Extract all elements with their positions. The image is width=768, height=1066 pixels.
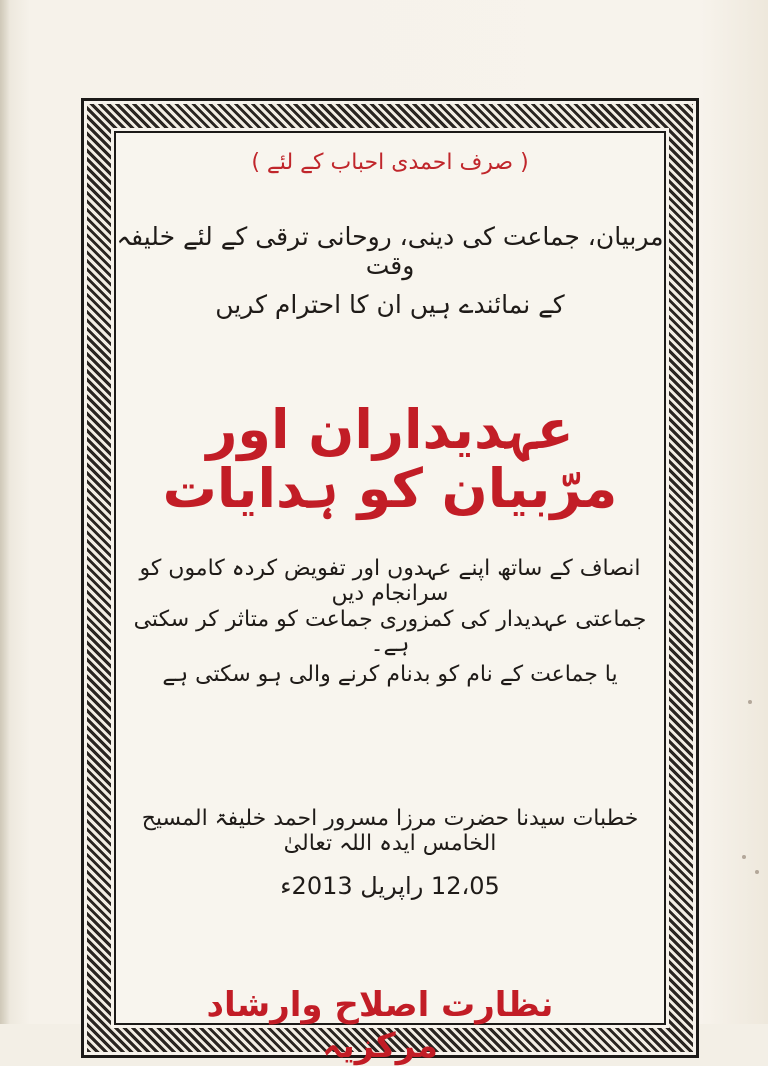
footer-date: 12،05 راپریل 2013ء xyxy=(280,872,500,900)
paper-speck xyxy=(742,855,746,859)
body-line-1: انصاف کے ساتھ اپنے عہدوں اور تفویض کردہ کاموں کو سرانجام دیں xyxy=(139,556,641,606)
intro-line-2: کے نمائندے ہیں ان کا احترام کریں xyxy=(215,290,565,319)
paper-speck xyxy=(748,700,752,704)
intro-line-1: مربیان، جماعت کی دینی، روحانی ترقی کے لئے خلیفہ وقت xyxy=(116,222,664,280)
main-title: عہدیداران اور مرّبیان کو ہدایات xyxy=(162,398,618,521)
paper-speck xyxy=(755,870,759,874)
body-line-2: جماعتی عہدیدار کی کمزوری جماعت کو متاثر کر سکتی ہے۔ xyxy=(133,607,647,657)
footer-attribution: خطبات سیدنا حضرت مرزا مسرور احمد خلیفۃ المسیح الخامس ایدہ اللہ تعالیٰ xyxy=(141,806,639,856)
publisher-title: نظارت اصلاح وارشاد مرکزیہ xyxy=(206,985,554,1066)
body-line-3: یا جماعت کے نام کو بدنام کرنے والی ہو سکتی ہے xyxy=(162,662,618,687)
header-note: ( صرف احمدی احباب کے لئے ) xyxy=(251,150,529,175)
page-edge-shadow xyxy=(0,0,10,1024)
